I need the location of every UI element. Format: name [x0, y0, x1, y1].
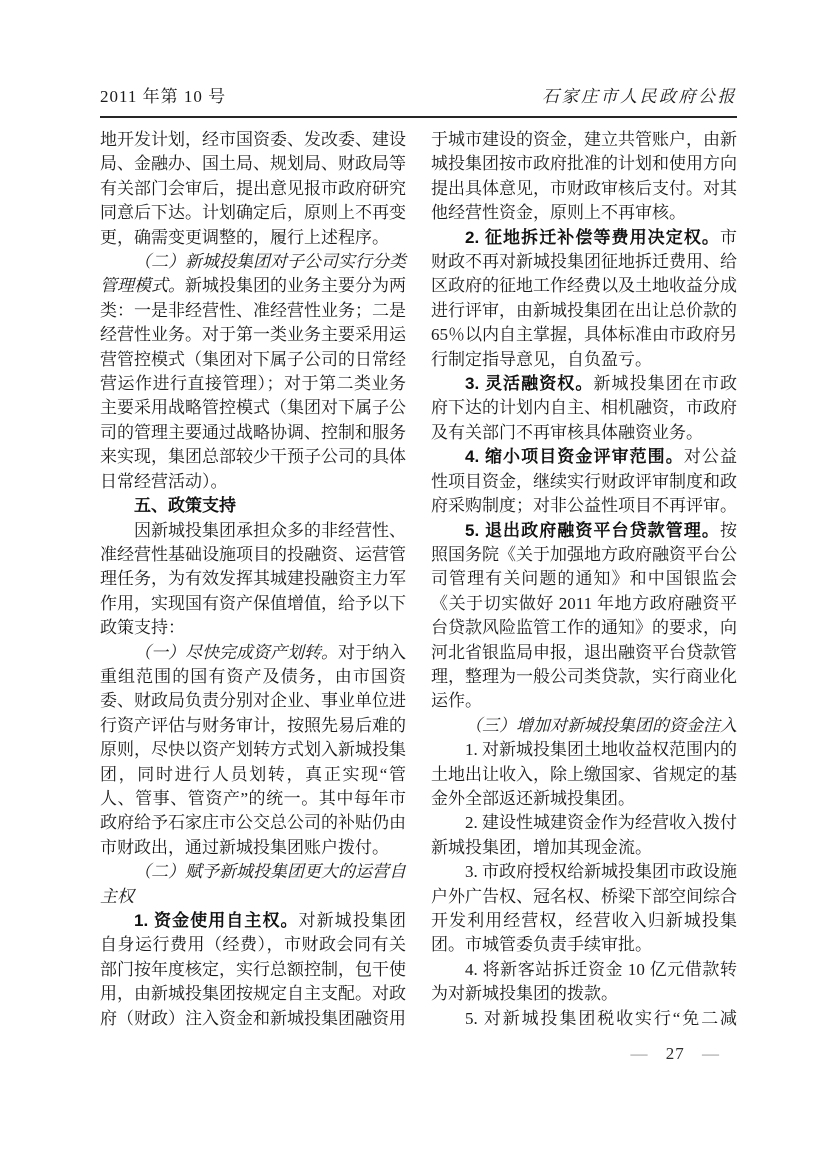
- text-run: 新城投集团在市政府下达的计划内自主、相机融资，市政府及有关部门不再审核具体融资业务。: [431, 374, 737, 442]
- text-run: 3. 市政府授权给新城投集团市政设施户外广告权、冠名权、桥梁下部空间综合开发利用经营权，经营收入归新城投集团。市城管委负责手续审批。: [431, 862, 737, 955]
- paragraph: [100, 641, 406, 861]
- text-run: 按照国务院《关于加强地方政府融资平台公司管理有关问题的通知》和中国银监会《关于切实做好 2011 年地方政府融资平台贷款风险监管工作的通知》的要求，向河北省银监局申报，退出融资平台贷款管理，整理为一般公司类贷款，实行商业化运作。: [431, 520, 737, 711]
- page-number-value: 27: [665, 1044, 685, 1063]
- text-run: 1. 对新城投集团土地收益权范围内的土地出让收入，除上缴国家、省规定的基金外全部返还新城投集团。: [431, 740, 737, 808]
- bold-heading-run: 3. 灵活融资权。: [465, 374, 594, 394]
- text-run: 市财政不再对新城投集团征地拆迁费用、给区政府的征地工作经费以及土地收益分成进行评审，由新城投集团在出让总价款的65％以内自主掌握，具体标准由市政府另行制定指导意见，自负盈亏。: [431, 227, 737, 369]
- text-run: 新城投集团的业务主要分为两类：一是非经营性、准经营性业务；二是经营性业务。对于第一类业务主要采用运营管控模式（集团对下属子公司的日常经营运作进行直接管理）；对于第二类业务主要采用战略管控模式（集团对下属子公司的管理主要通过战略协调、控制和服务来实现，集团总部较少干预子公司的具体日常经营活动）。: [100, 276, 406, 491]
- kaiti-heading-run: （二）新城投集团对子公司实行分类管理模式。: [100, 252, 406, 296]
- paragraph: [431, 372, 737, 445]
- text-run: 地开发计划，经市国资委、发改委、建设局、金融办、国土局、规划局、财政局等有关部门会审后，提出意见报市政府研究同意后下达。计划确定后，原则上不再变更，确需变更调整的，履行上述程序。: [100, 130, 406, 247]
- text-run: 于城市建设的资金，建立共管账户，由新城投集团按市政府批准的计划和使用方向提出具体意见，市财政审核后支付。对其他经营性资金，原则上不再审核。: [431, 130, 737, 223]
- page-number: [631, 1044, 721, 1064]
- bold-heading-run: 1. 资金使用自主权。: [134, 911, 299, 930]
- content-columns: [100, 128, 737, 1031]
- bold-heading-run: 5. 退出政府融资平台贷款管理。: [465, 520, 720, 540]
- paragraph: [431, 738, 737, 811]
- paragraph: [431, 860, 737, 958]
- text-run: 2. 建设性城建资金作为经营收入拨付新城投集团，增加其现金流。: [431, 813, 737, 857]
- page-number-dash-right: —: [702, 1044, 720, 1063]
- bold-heading-run: 五、政策支持: [134, 496, 236, 516]
- paragraph: [431, 1007, 737, 1031]
- column-left: [100, 128, 406, 1031]
- kaiti-heading-run: （一）尽快完成资产划转。: [134, 642, 338, 662]
- paragraph: [431, 128, 737, 226]
- paragraph: [100, 250, 406, 494]
- page-number-dash-left: —: [630, 1044, 649, 1063]
- text-run: 对于纳入重组范围的国有资产及债务，由市国资委、财政局负责分别对企业、事业单位进行资产评估与财务审计，按照先易后难的原则，尽快以资产划转方式划入新城投集团，同时进行人员划转，真正实现“管人、管事、管资产”的统一。其中每年市政府给予石家庄市公交总公司的补贴仍由市财政出，通过新城投集团账户拨付。: [100, 642, 406, 857]
- paragraph: [431, 811, 737, 860]
- page-header: [100, 86, 737, 118]
- paragraph: [100, 909, 406, 1031]
- paragraph: [431, 714, 737, 738]
- text-run: 4. 将新客站拆迁资金 10 亿元借款转为对新城投集团的拨款。: [431, 959, 737, 1004]
- paragraph: [431, 445, 737, 518]
- paragraph: [100, 128, 406, 250]
- kaiti-heading-run: （二）赋予新城投集团更大的运营自主权: [100, 862, 406, 906]
- bold-heading-run: 2. 征地拆迁补偿等费用决定权。: [465, 227, 720, 247]
- text-run: 因新城投集团承担众多的非经营性、准经营性基础设施项目的投融资、运营管理任务，为有效发挥其城建投融资主力军作用，实现国有资产保值增值，给予以下政策支持：: [100, 520, 406, 638]
- text-run: 对公益性项目资金，继续实行财政评审制度和政府采购制度；对非公益性项目不再评审。: [431, 447, 737, 516]
- paragraph: [431, 958, 737, 1007]
- text-run: 5. 对新城投集团税收实行“免二减: [465, 1008, 737, 1028]
- paragraph: [100, 494, 406, 518]
- paragraph: [100, 519, 406, 641]
- kaiti-heading-run: （三）增加对新城投集团的资金注入: [465, 715, 737, 735]
- text-run: 对新城投集团自身运行费用（经费），市财政会同有关部门按年度核定，实行总额控制，包干使用，由新城投集团按规定自主支配。对政府（财政）注入资金和新城投集团融资用: [100, 911, 406, 1028]
- paragraph: [100, 860, 406, 909]
- paragraph: [431, 519, 737, 714]
- issue-number: 2011 年第 10 号: [100, 87, 227, 106]
- gazette-title: 石家庄市人民政府公报: [542, 87, 737, 106]
- bold-heading-run: 4. 缩小项目资金评审范围。: [465, 447, 684, 467]
- paragraph: [431, 226, 737, 372]
- column-right: [431, 128, 737, 1031]
